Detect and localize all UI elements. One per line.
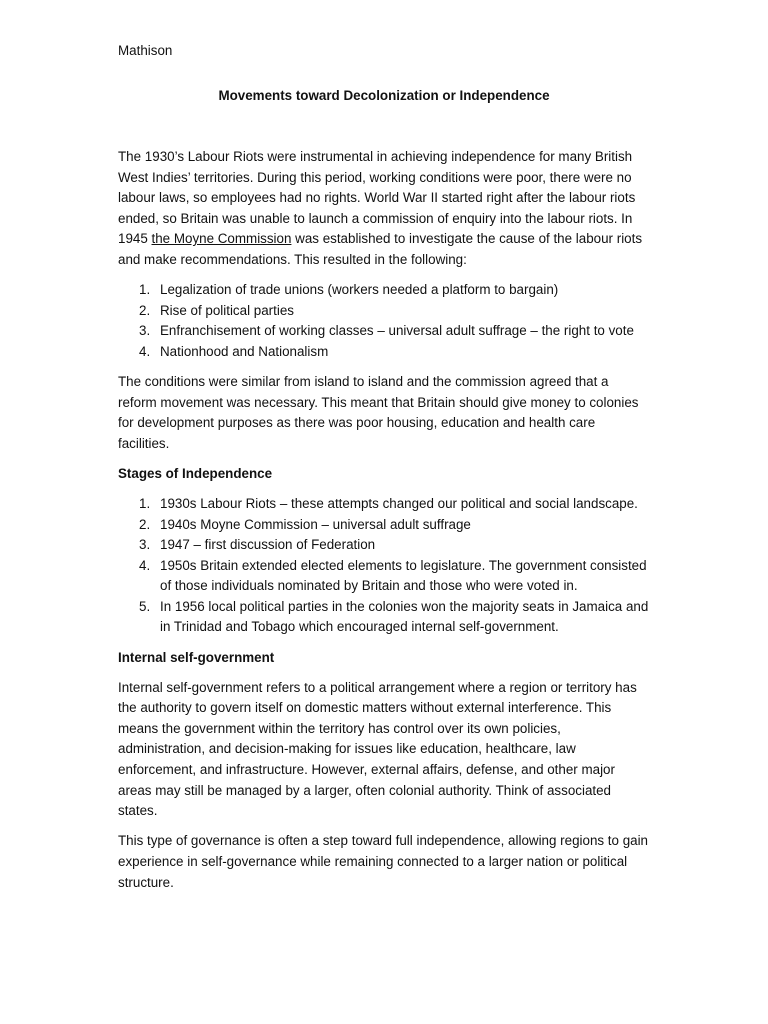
list-item-text: 1950s Britain extended elected elements to legislature. The government consisted of those individuals nominated by Britain and those who were voted in.: [160, 557, 647, 594]
list-item-number: 4.: [139, 557, 151, 573]
governance-step-paragraph: This type of governance is often a step toward full independence, allowing regions to gain experience in self-governance while remaining connected to a larger nation or political structure.: [118, 833, 649, 890]
self-government-heading: Internal self-government: [118, 649, 275, 665]
list-item-text: Rise of political parties: [160, 302, 294, 318]
list-item-text: Nationhood and Nationalism: [160, 343, 329, 359]
stages-list: [118, 494, 650, 638]
list-item: [118, 280, 650, 301]
list-item: [118, 301, 650, 322]
intro-paragraph: [118, 147, 650, 271]
list-item: [118, 535, 650, 556]
list-item-text: In 1956 local political parties in the colonies won the majority seats in Jamaica and in Trinidad and Tobago which encouraged internal self-government.: [160, 598, 649, 635]
author-name: Mathison: [118, 43, 173, 58]
results-list: [118, 280, 650, 362]
intro-text-before-link: The 1930’s Labour Riots were instrumental in achieving independence for many British West Indies’ territories. During this period, working conditions were poor, there were no labour laws, so employees had no rights. World War II started right after the labour riots ended, so Britain was unable to launch a commission of enquiry into the labour riots. In 1945: [118, 149, 636, 247]
conditions-paragraph: The conditions were similar from island to island and the commission agreed that a reform movement was necessary. This meant that Britain should give money to colonies for development purposes as there was poor housing, education and health care facilities.: [118, 373, 639, 451]
list-item-text: 1940s Moyne Commission – universal adult suffrage: [160, 516, 471, 532]
list-item-number: 3.: [139, 323, 151, 339]
list-item-number: 2.: [139, 302, 151, 318]
list-item-number: 4.: [139, 343, 151, 359]
list-item: [118, 556, 650, 597]
self-government-paragraph: Internal self-government refers to a political arrangement where a region or territory has the authority to govern itself on domestic matters without external interference. This means the government within the territory has control over its own policies, administration, and decision-making for issues like education, healthcare, law enforcement, and infrastructure. However, external affairs, defense, and other major areas may still be managed by a larger, often colonial authority. Think of associated states.: [118, 679, 637, 819]
list-item-number: 5.: [139, 598, 151, 614]
list-item: [118, 515, 650, 536]
list-item: [118, 494, 650, 515]
list-item-text: Enfranchisement of working classes – universal adult suffrage – the right to vote: [160, 323, 634, 339]
list-item-number: 2.: [139, 516, 151, 532]
list-item-text: 1930s Labour Riots – these attempts changed our political and social landscape.: [160, 495, 638, 511]
list-item: [118, 597, 650, 638]
moyne-commission-link[interactable]: the Moyne Commission: [151, 231, 292, 247]
stages-heading: Stages of Independence: [118, 465, 273, 481]
list-item-text: 1947 – first discussion of Federation: [160, 537, 376, 553]
list-item-number: 3.: [139, 537, 151, 553]
list-item: [118, 321, 650, 342]
list-item-number: 1.: [139, 282, 151, 298]
intro-text-after-link: was established to investigate the cause of the labour riots and make recommendations. This resulted in the following:: [118, 231, 643, 267]
list-item-text: Legalization of trade unions (workers needed a platform to bargain): [160, 282, 559, 298]
list-item: [118, 342, 650, 363]
list-item-number: 1.: [139, 495, 151, 511]
document-title: Movements toward Decolonization or Independence: [218, 88, 550, 103]
